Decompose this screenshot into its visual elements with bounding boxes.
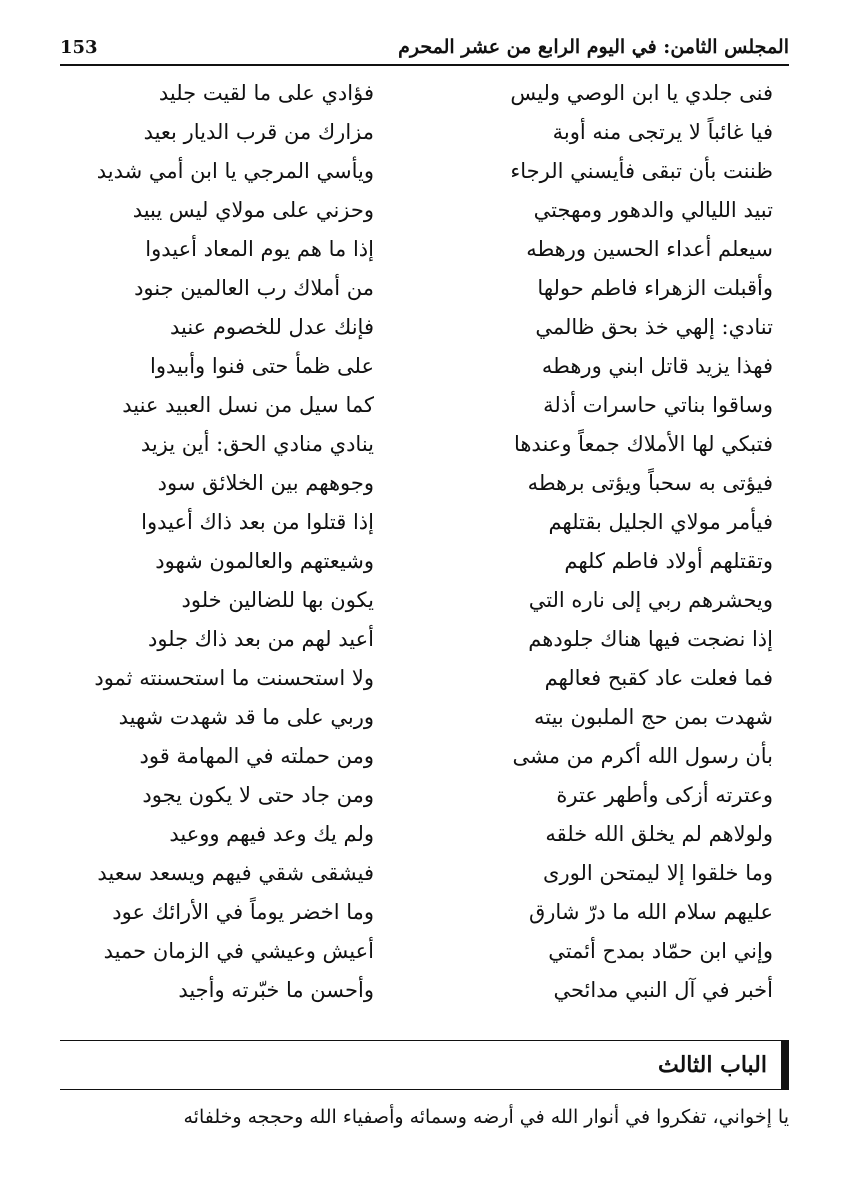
verse-first-hemistich: وساقوا بناتي حاسرات أذلة — [543, 393, 773, 417]
verse-first-hemistich: وتقتلهم أولاد فاطم كلهم — [564, 549, 773, 573]
verse-second-hemistich: إذا ما هم يوم المعاد أعيدوا — [145, 237, 374, 261]
verse-row — [60, 542, 789, 581]
verse-first-hemistich: فنى جلدي يا ابن الوصي وليس — [510, 81, 773, 105]
verse-first-hemistich: ظننت بأن تبقى فأيسني الرجاء — [510, 159, 773, 183]
verse-second-hemistich: وربي على ما قد شهدت شهيد — [118, 705, 374, 729]
poem-verses — [60, 74, 789, 1010]
verse-second-hemistich: فيشقى شقي فيهم ويسعد سعيد — [97, 861, 374, 885]
verse-second-hemistich: ومن جاد حتى لا يكون يجود — [142, 783, 374, 807]
verse-second-hemistich: إذا قتلوا من بعد ذاك أعيدوا — [141, 510, 374, 534]
verse-row — [60, 386, 789, 425]
verse-first-hemistich: فيؤتى به سحباً ويؤتى برهطه — [527, 471, 773, 495]
chapter-running-title: المجلس الثامن: في اليوم الرابع من عشر المحرم — [398, 36, 789, 58]
verse-row — [60, 152, 789, 191]
body-paragraph: يا إخواني، تفكروا في أنوار الله في أرضه وسمائه وأصفياء الله وحججه وخلفائه — [183, 1106, 789, 1128]
page-header — [60, 30, 789, 66]
verse-first-hemistich: فما فعلت عاد كقبح فعالهم — [544, 666, 773, 690]
verse-second-hemistich: وحزني على مولاي ليس يبيد — [132, 198, 374, 222]
verse-first-hemistich: أخبر في آل النبي مدائحي — [553, 978, 773, 1002]
verse-row — [60, 503, 789, 542]
verse-row — [60, 971, 789, 1010]
verse-first-hemistich: إذا نضجت فيها هناك جلودهم — [528, 627, 773, 651]
verse-row — [60, 659, 789, 698]
verse-row — [60, 113, 789, 152]
verse-first-hemistich: فيا غائباً لا يرتجى منه أوبة — [552, 120, 773, 144]
verse-second-hemistich: من أملاك رب العالمين جنود — [134, 276, 374, 300]
verse-row — [60, 74, 789, 113]
verse-row — [60, 230, 789, 269]
verse-first-hemistich: وأقبلت الزهراء فاطم حولها — [537, 276, 773, 300]
verse-second-hemistich: مزارك من قرب الديار بعيد — [143, 120, 374, 144]
verse-second-hemistich: وجوههم بين الخلائق سود — [157, 471, 374, 495]
verse-row — [60, 347, 789, 386]
verse-first-hemistich: فيأمر مولاي الجليل بقتلهم — [548, 510, 773, 534]
verse-second-hemistich: ولم يك وعد فيهم ووعيد — [169, 822, 374, 846]
verse-second-hemistich: وما اخضر يوماً في الأرائك عود — [112, 900, 374, 924]
verse-row — [60, 269, 789, 308]
verse-row — [60, 191, 789, 230]
verse-row — [60, 776, 789, 815]
verse-second-hemistich: وأحسن ما خبّرته وأجيد — [178, 978, 374, 1002]
verse-row — [60, 308, 789, 347]
verse-row — [60, 581, 789, 620]
verse-first-hemistich: فهذا يزيد قاتل ابني ورهطه — [541, 354, 773, 378]
verse-row — [60, 893, 789, 932]
verse-first-hemistich: ولولاهم لم يخلق الله خلقه — [545, 822, 773, 846]
verse-second-hemistich: ينادي منادي الحق: أين يزيد — [140, 432, 374, 456]
verse-first-hemistich: تنادي: إلهي خذ بحق ظالمي — [535, 315, 773, 339]
verse-second-hemistich: فؤادي على ما لقيت جليد — [158, 81, 374, 105]
verse-second-hemistich: فإنك عدل للخصوم عنيد — [169, 315, 374, 339]
verse-first-hemistich: عليهم سلام الله ما درّ شارق — [529, 900, 773, 924]
verse-second-hemistich: يكون بها للضالين خلود — [181, 588, 374, 612]
verse-second-hemistich: كما سيل من نسل العبيد عنيد — [122, 393, 374, 417]
verse-row — [60, 854, 789, 893]
verse-second-hemistich: على ظمأ حتى فنوا وأبيدوا — [150, 354, 374, 378]
verse-second-hemistich: ومن حملته في المهامة قود — [139, 744, 374, 768]
verse-row — [60, 620, 789, 659]
verse-first-hemistich: شهدت بمن حج الملبون بيته — [534, 705, 773, 729]
verse-second-hemistich: ولا استحسنت ما استحسنته ثمود — [94, 666, 374, 690]
verse-first-hemistich: سيعلم أعداء الحسين ورهطه — [526, 237, 773, 261]
verse-row — [60, 425, 789, 464]
verse-first-hemistich: بأن رسول الله أكرم من مشى — [512, 744, 773, 768]
verse-row — [60, 698, 789, 737]
verse-first-hemistich: تبيد الليالي والدهور ومهجتي — [533, 198, 773, 222]
verse-second-hemistich: أعيش وعيشي في الزمان حميد — [103, 939, 374, 963]
verse-first-hemistich: ويحشرهم ربي إلى ناره التي — [528, 588, 773, 612]
verse-first-hemistich: وما خلقوا إلا ليمتحن الورى — [543, 861, 773, 885]
verse-row — [60, 932, 789, 971]
verse-row — [60, 815, 789, 854]
verse-first-hemistich: فتبكي لها الأملاك جمعاً وعندها — [513, 432, 773, 456]
verse-row — [60, 737, 789, 776]
verse-second-hemistich: أعيد لهم من بعد ذاك جلود — [147, 627, 374, 651]
verse-first-hemistich: وإني ابن حمّاد بمدح أئمتي — [548, 939, 773, 963]
chapter-marker-bar — [781, 1041, 789, 1089]
chapter-heading — [60, 1040, 789, 1090]
chapter-title: الباب الثالث — [658, 1052, 767, 1078]
page-number: 153 — [60, 36, 98, 58]
verse-row — [60, 464, 789, 503]
verse-first-hemistich: وعترته أزكى وأطهر عترة — [556, 783, 773, 807]
verse-second-hemistich: وشيعتهم والعالمون شهود — [155, 549, 374, 573]
verse-second-hemistich: ويأسي المرجي يا ابن أمي شديد — [96, 159, 374, 183]
